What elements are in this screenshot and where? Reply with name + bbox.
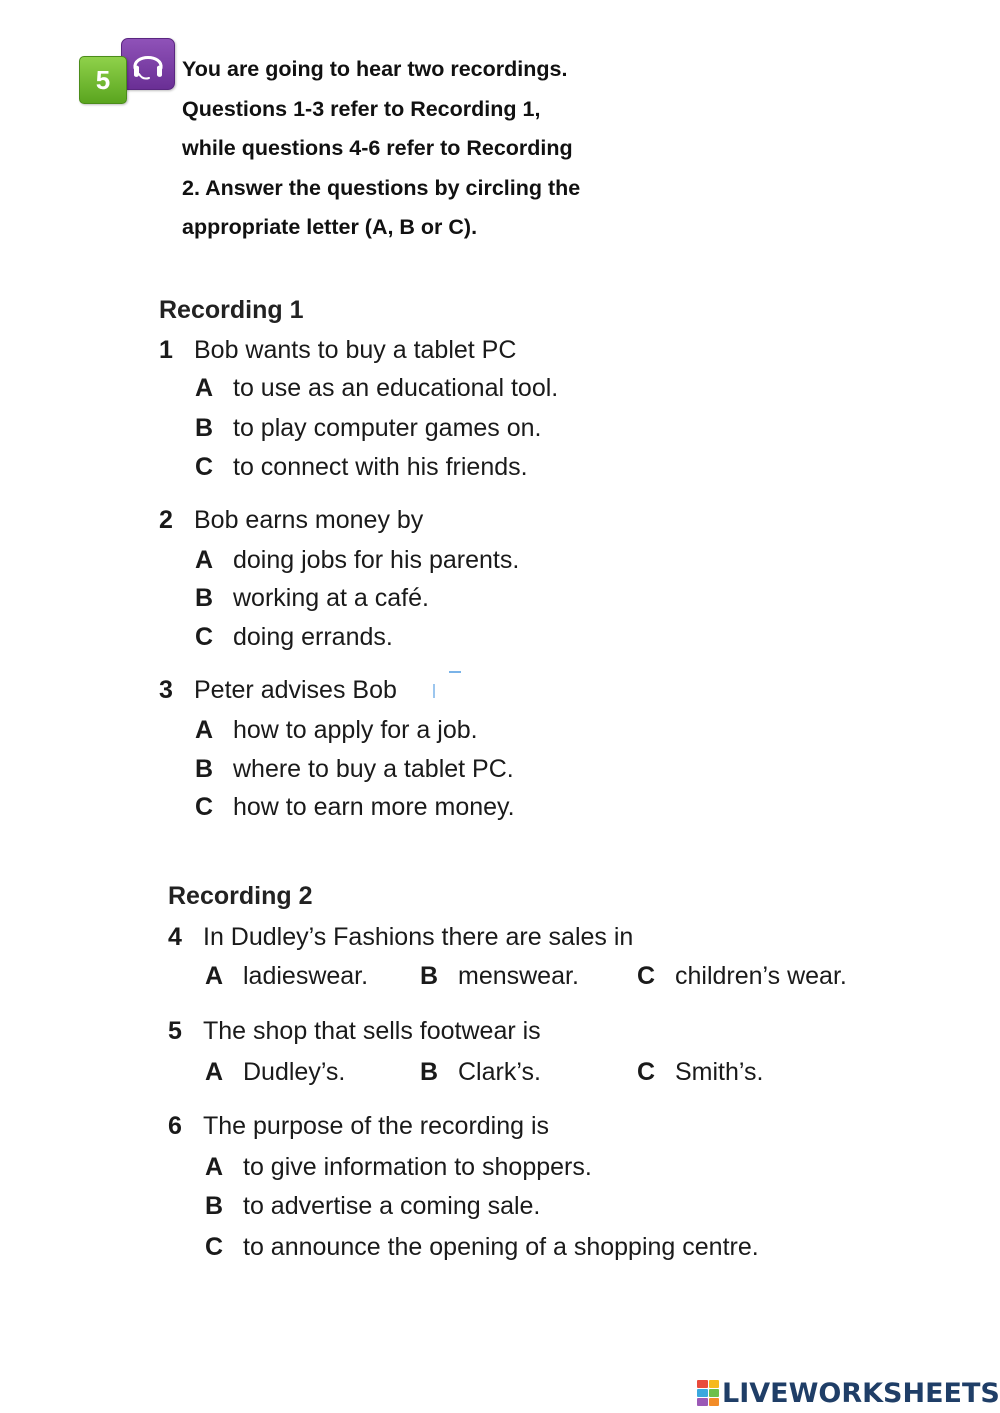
option-text: to give information to shoppers. <box>243 1153 592 1181</box>
stray-mark <box>449 671 461 673</box>
option-text: working at a café. <box>233 584 429 612</box>
option-6a[interactable] <box>205 1153 592 1182</box>
option-letter: B <box>195 755 214 783</box>
option-letter: B <box>195 414 214 442</box>
option-text: children’s wear. <box>675 962 847 990</box>
option-1a[interactable] <box>195 374 558 403</box>
option-5b[interactable] <box>420 1058 541 1087</box>
audio-badge[interactable] <box>121 38 175 90</box>
option-text: to advertise a coming sale. <box>243 1192 541 1220</box>
question-number: 6 <box>168 1112 182 1140</box>
option-letter: C <box>637 1058 656 1086</box>
option-text: Dudley’s. <box>243 1058 346 1086</box>
option-text: Clark’s. <box>458 1058 541 1086</box>
option-letter: C <box>195 453 214 481</box>
option-letter: B <box>205 1192 224 1220</box>
headphones-icon <box>128 44 168 84</box>
option-6c[interactable] <box>205 1233 759 1262</box>
instructions-line: 2. Answer the questions by circling the <box>182 175 581 200</box>
instructions-line: Questions 1-3 refer to Recording 1, <box>182 96 541 121</box>
option-1c[interactable] <box>195 453 528 482</box>
instructions-line: while questions 4-6 refer to Recording <box>182 136 573 160</box>
question-stem: Peter advises Bob <box>194 676 397 704</box>
instructions-line: You are going to hear two recordings. <box>182 57 568 81</box>
option-5a[interactable] <box>205 1058 345 1087</box>
option-1b[interactable] <box>195 414 542 443</box>
question-1 <box>159 336 516 365</box>
option-2b[interactable] <box>195 584 429 613</box>
question-3 <box>159 676 397 705</box>
option-4b[interactable] <box>420 962 579 991</box>
question-6 <box>168 1112 549 1141</box>
option-text: menswear. <box>458 962 579 990</box>
option-text: where to buy a tablet PC. <box>233 755 514 783</box>
option-letter: C <box>195 793 214 821</box>
option-3c[interactable] <box>195 793 515 822</box>
option-letter: B <box>420 1058 439 1086</box>
question-number: 2 <box>159 506 173 534</box>
question-4 <box>168 923 633 952</box>
option-letter: A <box>205 1153 224 1181</box>
option-letter: A <box>195 374 214 402</box>
option-letter: A <box>205 962 224 990</box>
option-5c[interactable] <box>637 1058 763 1087</box>
option-letter: A <box>195 716 214 744</box>
option-3b[interactable] <box>195 755 514 784</box>
option-text: to announce the opening of a shopping centre. <box>243 1233 759 1261</box>
option-text: to play computer games on. <box>233 414 542 442</box>
option-text: doing jobs for his parents. <box>233 546 520 574</box>
option-2a[interactable] <box>195 546 519 575</box>
question-2 <box>159 506 423 535</box>
option-text: to connect with his friends. <box>233 453 528 481</box>
question-stem: The purpose of the recording is <box>203 1112 550 1140</box>
option-2c[interactable] <box>195 623 393 652</box>
exercise-number: 5 <box>95 64 111 95</box>
option-text: how to earn more money. <box>233 793 515 821</box>
option-text: doing errands. <box>233 623 393 651</box>
question-stem: The shop that sells footwear is <box>203 1017 541 1045</box>
option-letter: A <box>195 546 214 574</box>
recording-1-title: Recording 1 <box>159 296 304 324</box>
question-number: 3 <box>159 676 173 704</box>
instructions-line: appropriate letter (A, B or C). <box>182 215 478 239</box>
option-letter: C <box>637 962 656 990</box>
option-4c[interactable] <box>637 962 847 991</box>
question-stem: Bob earns money by <box>194 506 424 534</box>
option-letter: A <box>205 1058 224 1086</box>
question-number: 1 <box>159 336 173 364</box>
logo-text: LIVEWORKSHEETS <box>722 1377 1000 1409</box>
recording-2-title: Recording 2 <box>168 882 313 910</box>
option-6b[interactable] <box>205 1192 540 1221</box>
liveworksheets-logo[interactable] <box>697 1378 1000 1408</box>
option-letter: C <box>195 623 214 651</box>
question-number: 5 <box>168 1017 182 1045</box>
logo-mark-icon <box>697 1380 719 1406</box>
option-3a[interactable] <box>195 716 478 745</box>
question-stem: In Dudley’s Fashions there are sales in <box>203 923 634 951</box>
question-number: 4 <box>168 923 182 951</box>
exercise-number-badge <box>79 56 127 104</box>
option-4a[interactable] <box>205 962 368 991</box>
stray-mark <box>433 684 435 698</box>
question-stem: Bob wants to buy a tablet PC <box>194 336 517 364</box>
instructions <box>182 50 642 248</box>
option-letter: C <box>205 1233 224 1261</box>
option-text: how to apply for a job. <box>233 716 478 744</box>
option-letter: B <box>195 584 214 612</box>
option-letter: B <box>420 962 439 990</box>
option-text: Smith’s. <box>675 1058 764 1086</box>
question-5 <box>168 1017 541 1046</box>
option-text: ladieswear. <box>243 962 369 990</box>
option-text: to use as an educational tool. <box>233 374 559 402</box>
